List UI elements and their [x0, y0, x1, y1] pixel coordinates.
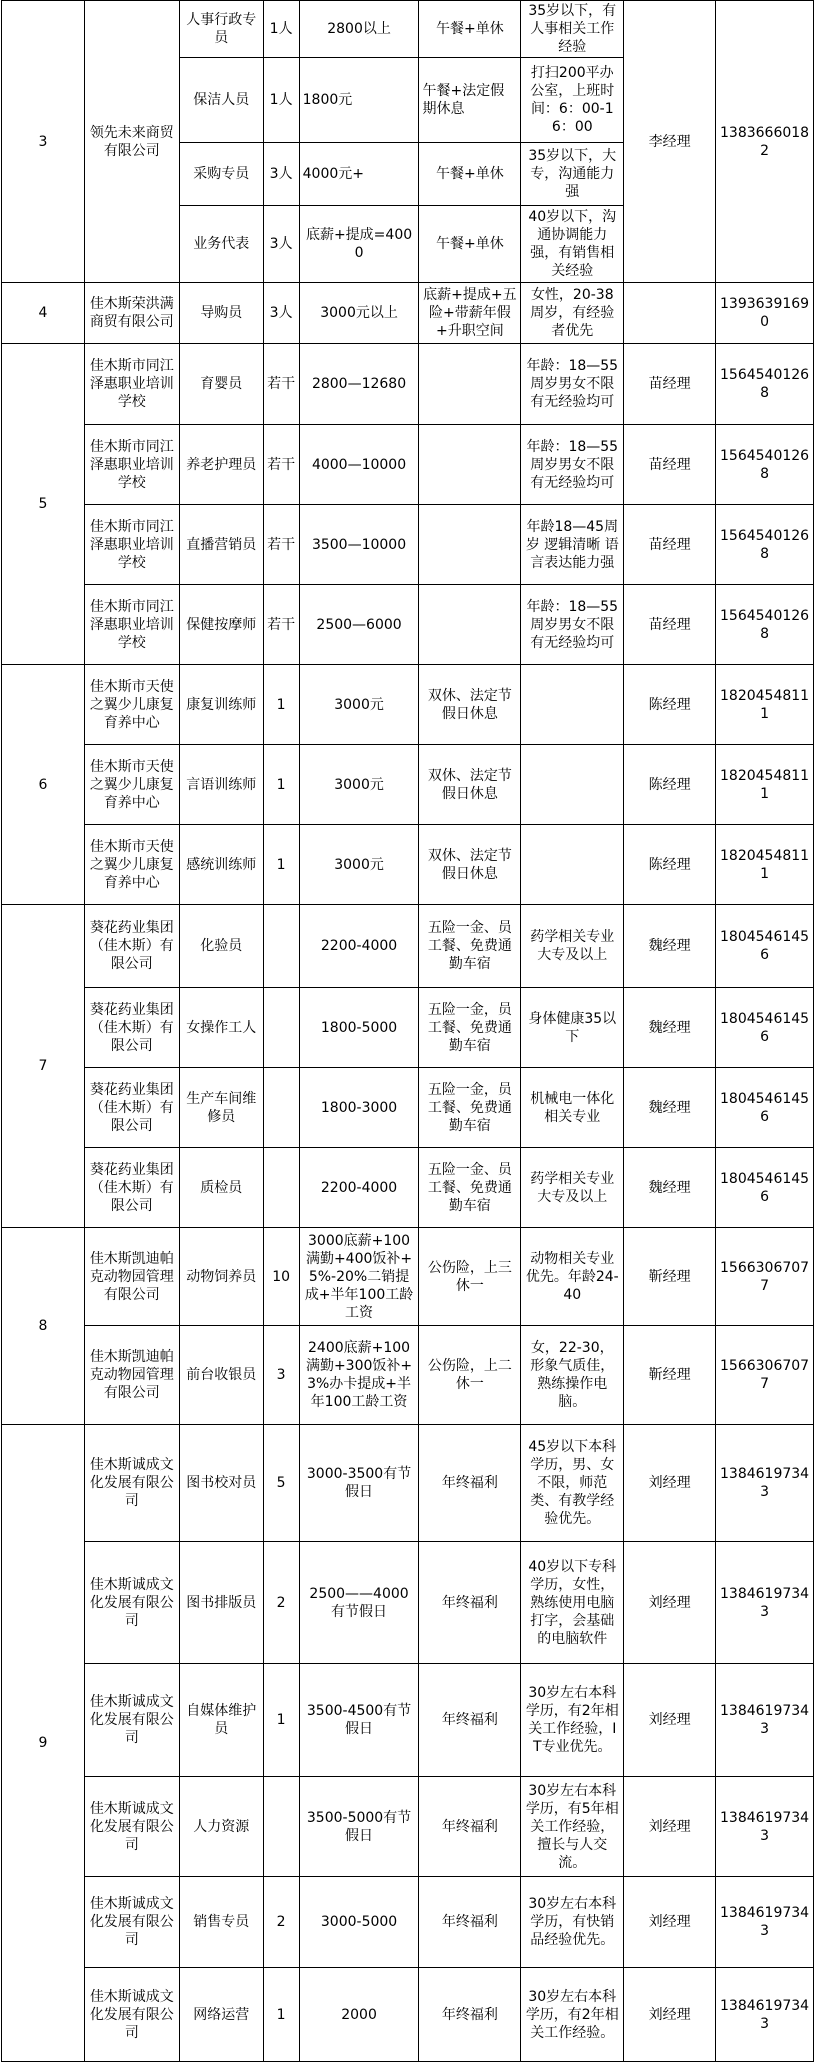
headcount: 1人 — [263, 58, 299, 143]
contact-phone: 18045461456 — [716, 988, 814, 1068]
table-row — [2, 425, 814, 505]
contact-phone: 13846197343 — [716, 1664, 814, 1777]
benefits: 午餐+法定假期休息 — [419, 58, 521, 143]
position-name: 网络运营 — [179, 1968, 263, 2062]
contact-phone: 15645401268 — [716, 585, 814, 665]
salary: 3000-3500有节假日 — [299, 1425, 419, 1542]
headcount: 1 — [263, 1664, 299, 1777]
position-name: 导购员 — [179, 283, 263, 344]
table-row — [2, 1326, 814, 1425]
company-name: 佳木斯诚成文化发展有限公司 — [84, 1542, 179, 1664]
company-name: 佳木斯市同江泽惠职业培训学校 — [84, 585, 179, 665]
company-name: 佳木斯诚成文化发展有限公司 — [84, 1777, 179, 1877]
table-row — [2, 825, 814, 905]
row-number: 5 — [2, 344, 85, 665]
headcount: 3人 — [263, 206, 299, 283]
requirements: 身体健康35以下 — [521, 988, 624, 1068]
salary: 2800以上 — [299, 1, 419, 58]
requirements: 年龄：18—55周岁男女不限 有无经验均可 — [521, 425, 624, 505]
benefits — [419, 505, 521, 585]
table-body — [2, 1, 814, 2062]
headcount: 若干 — [263, 505, 299, 585]
table-row — [2, 505, 814, 585]
contact-phone: 13936391690 — [716, 283, 814, 344]
salary: 2800—12680 — [299, 344, 419, 425]
salary: 3000-5000 — [299, 1877, 419, 1968]
position-name: 育婴员 — [179, 344, 263, 425]
benefits: 五险一金，员工餐、免费通勤车宿 — [419, 1068, 521, 1148]
headcount: 2 — [263, 1542, 299, 1664]
row-number: 3 — [2, 1, 85, 283]
position-name: 人力资源 — [179, 1777, 263, 1877]
salary: 4000元+ — [299, 143, 419, 206]
table-row — [2, 745, 814, 825]
headcount: 5 — [263, 1425, 299, 1542]
headcount — [263, 988, 299, 1068]
headcount — [263, 1068, 299, 1148]
salary: 3000底薪+100满勤+400饭补+5%-20%二销提成+半年100工龄工资 — [299, 1228, 419, 1326]
salary: 2200-4000 — [299, 1148, 419, 1228]
headcount: 1 — [263, 745, 299, 825]
table-row — [2, 1777, 814, 1877]
contact-phone: 18204548111 — [716, 665, 814, 745]
headcount: 10 — [263, 1228, 299, 1326]
salary: 1800-3000 — [299, 1068, 419, 1148]
requirements — [521, 745, 624, 825]
position-name: 感统训练师 — [179, 825, 263, 905]
company-name: 佳木斯市同江泽惠职业培训学校 — [84, 344, 179, 425]
contact-phone: 18204548111 — [716, 745, 814, 825]
requirements: 40岁以下，沟通协调能力强，有销售相关经验 — [521, 206, 624, 283]
contact-phone: 13846197343 — [716, 1877, 814, 1968]
requirements — [521, 825, 624, 905]
contact-phone: 15645401268 — [716, 425, 814, 505]
table-row — [2, 1068, 814, 1148]
salary: 3000元 — [299, 745, 419, 825]
row-number: 9 — [2, 1425, 85, 2062]
headcount: 2 — [263, 1877, 299, 1968]
table-row — [2, 988, 814, 1068]
headcount — [263, 1777, 299, 1877]
salary: 3500-4500有节假日 — [299, 1664, 419, 1777]
headcount: 1 — [263, 1968, 299, 2062]
company-name: 领先未来商贸有限公司 — [84, 1, 179, 283]
table-row — [2, 585, 814, 665]
company-name: 佳木斯市同江泽惠职业培训学校 — [84, 425, 179, 505]
contact-person: 苗经理 — [624, 585, 716, 665]
contact-phone: 18045461456 — [716, 905, 814, 988]
contact-person: 苗经理 — [624, 344, 716, 425]
position-name: 销售专员 — [179, 1877, 263, 1968]
contact-person: 陈经理 — [624, 745, 716, 825]
table-row — [2, 1228, 814, 1326]
requirements: 机械电一体化相关专业 — [521, 1068, 624, 1148]
benefits: 公伤险，上二休一 — [419, 1326, 521, 1425]
requirements: 30岁左右本科学历，有2年相关工作经验。 — [521, 1968, 624, 2062]
company-name: 葵花药业集团（佳木斯）有限公司 — [84, 988, 179, 1068]
row-number: 7 — [2, 905, 85, 1228]
company-name: 葵花药业集团（佳木斯）有限公司 — [84, 1148, 179, 1228]
company-name: 佳木斯凯迪帕克动物园管理有限公司 — [84, 1326, 179, 1425]
benefits: 年终福利 — [419, 1968, 521, 2062]
salary: 1800-5000 — [299, 988, 419, 1068]
benefits: 双休、法定节假日休息 — [419, 825, 521, 905]
table-row — [2, 1, 814, 58]
contact-person: 刘经理 — [624, 1877, 716, 1968]
salary: 2500—6000 — [299, 585, 419, 665]
benefits: 公伤险，上三休一 — [419, 1228, 521, 1326]
row-number: 4 — [2, 283, 85, 344]
contact-person: 魏经理 — [624, 1148, 716, 1228]
table-row — [2, 344, 814, 425]
company-name: 佳木斯诚成文化发展有限公司 — [84, 1664, 179, 1777]
row-number: 8 — [2, 1228, 85, 1425]
requirements: 女，22-30，形象气质佳，熟练操作电脑。 — [521, 1326, 624, 1425]
contact-person: 陈经理 — [624, 665, 716, 745]
salary: 2000 — [299, 1968, 419, 2062]
contact-phone: 15663067077 — [716, 1228, 814, 1326]
benefits: 午餐+单休 — [419, 143, 521, 206]
contact-phone: 13846197343 — [716, 1968, 814, 2062]
requirements: 35岁以下，有人事相关工作经验 — [521, 1, 624, 58]
salary: 3500-5000有节假日 — [299, 1777, 419, 1877]
company-name: 佳木斯市天使之翼少儿康复育养中心 — [84, 825, 179, 905]
position-name: 人事行政专员 — [179, 1, 263, 58]
company-name: 佳木斯市天使之翼少儿康复育养中心 — [84, 665, 179, 745]
table-row — [2, 905, 814, 988]
salary: 2200-4000 — [299, 905, 419, 988]
contact-phone: 13836660182 — [716, 1, 814, 283]
benefits: 午餐+单休 — [419, 1, 521, 58]
benefits — [419, 585, 521, 665]
table-row — [2, 1968, 814, 2062]
position-name: 质检员 — [179, 1148, 263, 1228]
contact-phone: 15645401268 — [716, 344, 814, 425]
benefits: 五险一金、员工餐、免费通勤车宿 — [419, 905, 521, 988]
contact-phone: 18045461456 — [716, 1068, 814, 1148]
requirements: 年龄：18—55周岁男女不限 有无经验均可 — [521, 344, 624, 425]
contact-phone: 15645401268 — [716, 505, 814, 585]
salary: 2400底薪+100满勤+300饭补+3%办卡提成+半年100工龄工资 — [299, 1326, 419, 1425]
contact-phone: 13846197343 — [716, 1542, 814, 1664]
contact-person: 魏经理 — [624, 988, 716, 1068]
requirements: 年龄：18—55周岁男女不限 有无经验均可 — [521, 585, 624, 665]
company-name: 佳木斯诚成文化发展有限公司 — [84, 1425, 179, 1542]
table-row — [2, 1664, 814, 1777]
benefits: 年终福利 — [419, 1542, 521, 1664]
position-name: 业务代表 — [179, 206, 263, 283]
benefits: 底薪+提成+五险+带薪年假+升职空间 — [419, 283, 521, 344]
position-name: 保洁人员 — [179, 58, 263, 143]
requirements: 打扫200平办公室，上班时间：6：00-16：00 — [521, 58, 624, 143]
contact-person: 魏经理 — [624, 1068, 716, 1148]
requirements: 年龄18—45周岁 逻辑清晰 语言表达能力强 — [521, 505, 624, 585]
contact-person: 刘经理 — [624, 1777, 716, 1877]
headcount: 3人 — [263, 143, 299, 206]
requirements: 30岁左右本科学历，有快销品经验优先。 — [521, 1877, 624, 1968]
contact-phone: 18045461456 — [716, 1148, 814, 1228]
position-name: 化验员 — [179, 905, 263, 988]
requirements: 45岁以下本科学历，男、女不限，师范类、有教学经验优先。 — [521, 1425, 624, 1542]
table-row — [2, 1148, 814, 1228]
salary: 3000元以上 — [299, 283, 419, 344]
headcount: 1 — [263, 665, 299, 745]
contact-person: 刘经理 — [624, 1425, 716, 1542]
contact-person: 陈经理 — [624, 825, 716, 905]
contact-person: 靳经理 — [624, 1228, 716, 1326]
requirements — [521, 665, 624, 745]
requirements: 30岁左右本科学历，有2年相关工作经验，IT专业优先。 — [521, 1664, 624, 1777]
company-name: 葵花药业集团（佳木斯）有限公司 — [84, 1068, 179, 1148]
table-row — [2, 665, 814, 745]
requirements: 药学相关专业大专及以上 — [521, 1148, 624, 1228]
requirements: 药学相关专业大专及以上 — [521, 905, 624, 988]
headcount: 3 — [263, 1326, 299, 1425]
benefits — [419, 425, 521, 505]
contact-person: 李经理 — [624, 1, 716, 283]
position-name: 保健按摩师 — [179, 585, 263, 665]
contact-person: 魏经理 — [624, 905, 716, 988]
company-name: 佳木斯诚成文化发展有限公司 — [84, 1877, 179, 1968]
benefits: 年终福利 — [419, 1777, 521, 1877]
contact-person — [624, 283, 716, 344]
headcount: 3人 — [263, 283, 299, 344]
benefits: 午餐+单休 — [419, 206, 521, 283]
requirements: 35岁以下，大专，沟通能力强 — [521, 143, 624, 206]
position-name: 康复训练师 — [179, 665, 263, 745]
company-name: 佳木斯诚成文化发展有限公司 — [84, 1968, 179, 2062]
requirements: 女性，20-38周岁，有经验者优先 — [521, 283, 624, 344]
contact-phone: 15663067077 — [716, 1326, 814, 1425]
contact-phone: 18204548111 — [716, 825, 814, 905]
position-name: 直播营销员 — [179, 505, 263, 585]
table-row — [2, 283, 814, 344]
salary: 4000—10000 — [299, 425, 419, 505]
table-row — [2, 1877, 814, 1968]
position-name: 采购专员 — [179, 143, 263, 206]
position-name: 图书校对员 — [179, 1425, 263, 1542]
requirements: 动物相关专业优先。年龄24-40 — [521, 1228, 624, 1326]
headcount: 若干 — [263, 344, 299, 425]
headcount — [263, 905, 299, 988]
salary: 3500—10000 — [299, 505, 419, 585]
company-name: 佳木斯市同江泽惠职业培训学校 — [84, 505, 179, 585]
salary: 1800元 — [299, 58, 419, 143]
benefits: 年终福利 — [419, 1664, 521, 1777]
requirements: 40岁以下专科学历，女性，熟练使用电脑打字，会基础的电脑软件 — [521, 1542, 624, 1664]
salary: 3000元 — [299, 825, 419, 905]
contact-person: 刘经理 — [624, 1542, 716, 1664]
headcount — [263, 1148, 299, 1228]
position-name: 言语训练师 — [179, 745, 263, 825]
table-row — [2, 1425, 814, 1542]
contact-phone: 13846197343 — [716, 1777, 814, 1877]
benefits — [419, 344, 521, 425]
contact-person: 靳经理 — [624, 1326, 716, 1425]
benefits: 双休、法定节假日休息 — [419, 745, 521, 825]
contact-person: 刘经理 — [624, 1968, 716, 2062]
company-name: 葵花药业集团（佳木斯）有限公司 — [84, 905, 179, 988]
headcount: 1 — [263, 825, 299, 905]
benefits: 双休、法定节假日休息 — [419, 665, 521, 745]
position-name: 养老护理员 — [179, 425, 263, 505]
company-name: 佳木斯凯迪帕克动物园管理有限公司 — [84, 1228, 179, 1326]
contact-phone: 13846197343 — [716, 1425, 814, 1542]
company-name: 佳木斯荣洪满商贸有限公司 — [84, 283, 179, 344]
salary: 3000元 — [299, 665, 419, 745]
job-listing-table — [1, 0, 814, 2062]
salary: 2500——4000有节假日 — [299, 1542, 419, 1664]
position-name: 自媒体维护员 — [179, 1664, 263, 1777]
row-number: 6 — [2, 665, 85, 905]
benefits: 五险一金、员工餐、免费通勤车宿 — [419, 1148, 521, 1228]
table-row — [2, 1542, 814, 1664]
requirements: 30岁左右本科学历，有5年相关工作经验，擅长与人交流。 — [521, 1777, 624, 1877]
salary: 底薪+提成=4000 — [299, 206, 419, 283]
position-name: 女操作工人 — [179, 988, 263, 1068]
contact-person: 苗经理 — [624, 505, 716, 585]
headcount: 1人 — [263, 1, 299, 58]
position-name: 前台收银员 — [179, 1326, 263, 1425]
benefits: 五险一金，员工餐、免费通勤车宿 — [419, 988, 521, 1068]
benefits: 年终福利 — [419, 1425, 521, 1542]
contact-person: 刘经理 — [624, 1664, 716, 1777]
position-name: 生产车间维修员 — [179, 1068, 263, 1148]
headcount: 若干 — [263, 425, 299, 505]
position-name: 图书排版员 — [179, 1542, 263, 1664]
position-name: 动物饲养员 — [179, 1228, 263, 1326]
contact-person: 苗经理 — [624, 425, 716, 505]
headcount: 若干 — [263, 585, 299, 665]
benefits: 年终福利 — [419, 1877, 521, 1968]
company-name: 佳木斯市天使之翼少儿康复育养中心 — [84, 745, 179, 825]
